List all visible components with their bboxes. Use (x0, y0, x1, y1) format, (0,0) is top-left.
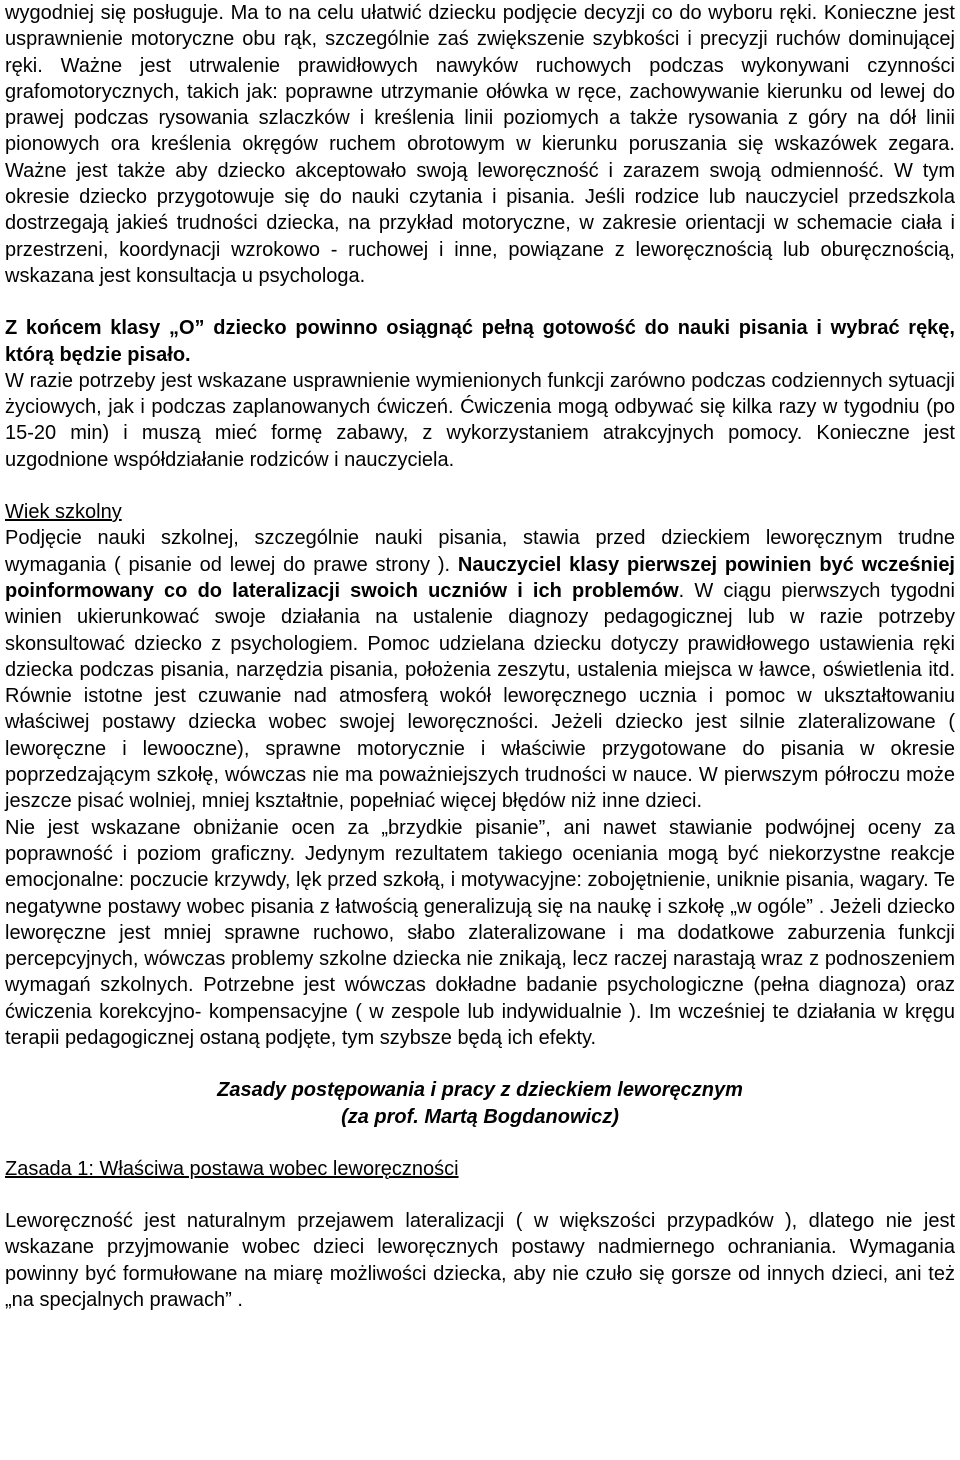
paragraph-exercises: W razie potrzeby jest wskazane usprawnienie wymienionych funkcji zarówno podczas codziennych sytuacji życiowych, jak i podczas zaplanowanych ćwiczeń. Ćwiczenia mogą odbywać się kilka razy w tygodniu (po 15-20 min) i muszą mieć formę zabawy, z wykorzystaniem atrakcyjnych pomocy. Konieczne jest uzgodnione współdziałanie rodziców i nauczyciela. (5, 369, 955, 471)
rules-title (5, 1077, 955, 1130)
teacher-informed-emphasis: Nauczyciel klasy pierwszej powinien być wcześniej poinformowany co do lateralizacji swoich uczniów i ich problemów (5, 553, 955, 602)
class-o-readiness-heading: Z końcem klasy „O” dziecko powinno osiągnąć pełną gotowość do nauki pisania i wybrać rękę, którą będzie pisało. (5, 317, 955, 366)
school-start-text-b: . W ciągu pierwszych tygodni winien ukierunkować swoje działania na ustalenie diagnozy pedagogicznej lub w razie potrzeby skonsultować dziecko z psychologiem. Pomoc udzielana dziecku dotyczy prawidłowego ustawienia ręki dziecka podczas pisania, narzędzia pisania, położenia zeszytu, ustalenia miejsca w ławce, oświetlenia itd. Równie istotne jest czuwanie nad atmosferą wokół leworęcznego ucznia i pomoc w ukształtowaniu właściwej postawy dziecka wobec swojej leworęczności. Jeżeli dziecko jest silnie zlateralizowane ( leworęczne i lewooczne), sprawne motorycznie i właściwie przygotowane do pisania w okresie poprzedzającym szkołę, wówczas nie ma poważniejszych trudności w nauce. W pierwszym półroczu może jeszcze pisać wolniej, mniej kształtnie, popełniać więcej błędów niż inne dzieci. (5, 579, 955, 813)
rules-title-line-2: (za prof. Martą Bogdanowicz) (341, 1105, 619, 1128)
rule-1-heading-text: Zasada 1: Właściwa postawa wobec leworęczności (5, 1157, 459, 1180)
paragraph-school-start (5, 525, 955, 814)
paragraph-preschool-preparation: wygodniej się posługuje. Ma to na celu ułatwić dziecku podjęcie decyzji co do wyboru ręki. Konieczne jest usprawnienie motoryczne obu rąk, szczególnie zaś zwiększenie szybkości i precyzji ruchów dominującej ręki. Ważne jest utrwalenie prawidłowych nawyków ruchowych podczas wykonywani czynności grafomotorycznych, takich jak: poprawne utrzymanie ołówka w ręce, zachowywanie kierunku od lewej do prawej podczas rysowania szlaczków i kreślenia linii poziomych a także rysowania z góry na dół linii pionowych ora kreślenia okręgów ruchem obrotowym w kierunku poruszania się wskazówek zegara. Ważne jest także aby dziecko akceptowało swoją leworęczność i zarazem swoją odmienność. W tym okresie dziecko przygotowuje się do nauki czytania i pisania. Jeśli rodzice lub nauczyciel przedszkola dostrzegają jakieś trudności dziecka, na przykład motoryczne, w zakresie orientacji w schemacie ciała i przestrzeni, koordynacji wzrokowo - ruchowej i inne, powiązane z leworęcznością lub oburęcznością, wskazana jest konsultacja u psychologa. (5, 2, 955, 287)
paragraph-grading: Nie jest wskazane obniżanie ocen za „brzydkie pisanie”, ani nawet stawianie podwójnej oceny za poprawność i poziom graficzny. Jedynym rezultatem takiego oceniania mogą być niekorzystne reakcje emocjonalne: poczucie krzywdy, lęk przed szkołą, i motywacyjne: zobojętnienie, uniknie pisania, wagary. Te negatywne postawy wobec pisania z łatwością generalizują się na naukę i szkołę „w ogóle” . Jeżeli dziecko leworęczne jest mniej sprawne ruchowo, słabo zlateralizowane i ma dodatkowe zaburzenia funkcji percepcyjnych, wówczas problemy szkolne dziecka nie znikają, lecz raczej narastają wraz z podnoszeniem wymagań szkolnych. Potrzebne jest wówczas dokładne badanie psychologiczne (pełna diagnoza) oraz ćwiczenia korekcyjno- kompensacyjne ( w zespole lub indywidualnie ). Im wcześniej te działania w kręgu terapii pedagogicznej ostaną podjęte, tym szybsze będą ich efekty. (5, 816, 955, 1049)
rules-title-line-1: Zasady postępowania i pracy z dzieckiem leworęcznym (217, 1079, 743, 1102)
school-start-text-a: Podjęcie nauki szkolnej, szczególnie nauki pisania, stawia przed dzieckiem leworęcznym trudne wymagania ( pisanie od lewej do prawe strony ). (5, 527, 955, 576)
school-age-heading-text: Wiek szkolny (5, 501, 122, 524)
rule-1-heading (5, 1156, 955, 1182)
section-heading-school-age (5, 499, 955, 525)
paragraph-rule-1: Leworęczność jest naturalnym przejawem lateralizacji ( w większości przypadków ), dlatego nie jest wskazane przyjmowanie wobec dzieci leworęcznych postawy nadmiernego ochraniania. Wymagania powinny być formułowane na miarę możliwości dziecka, aby nie czuło się gorsze od innych dzieci, ani też „na specjalnych prawach” . (5, 1210, 955, 1312)
